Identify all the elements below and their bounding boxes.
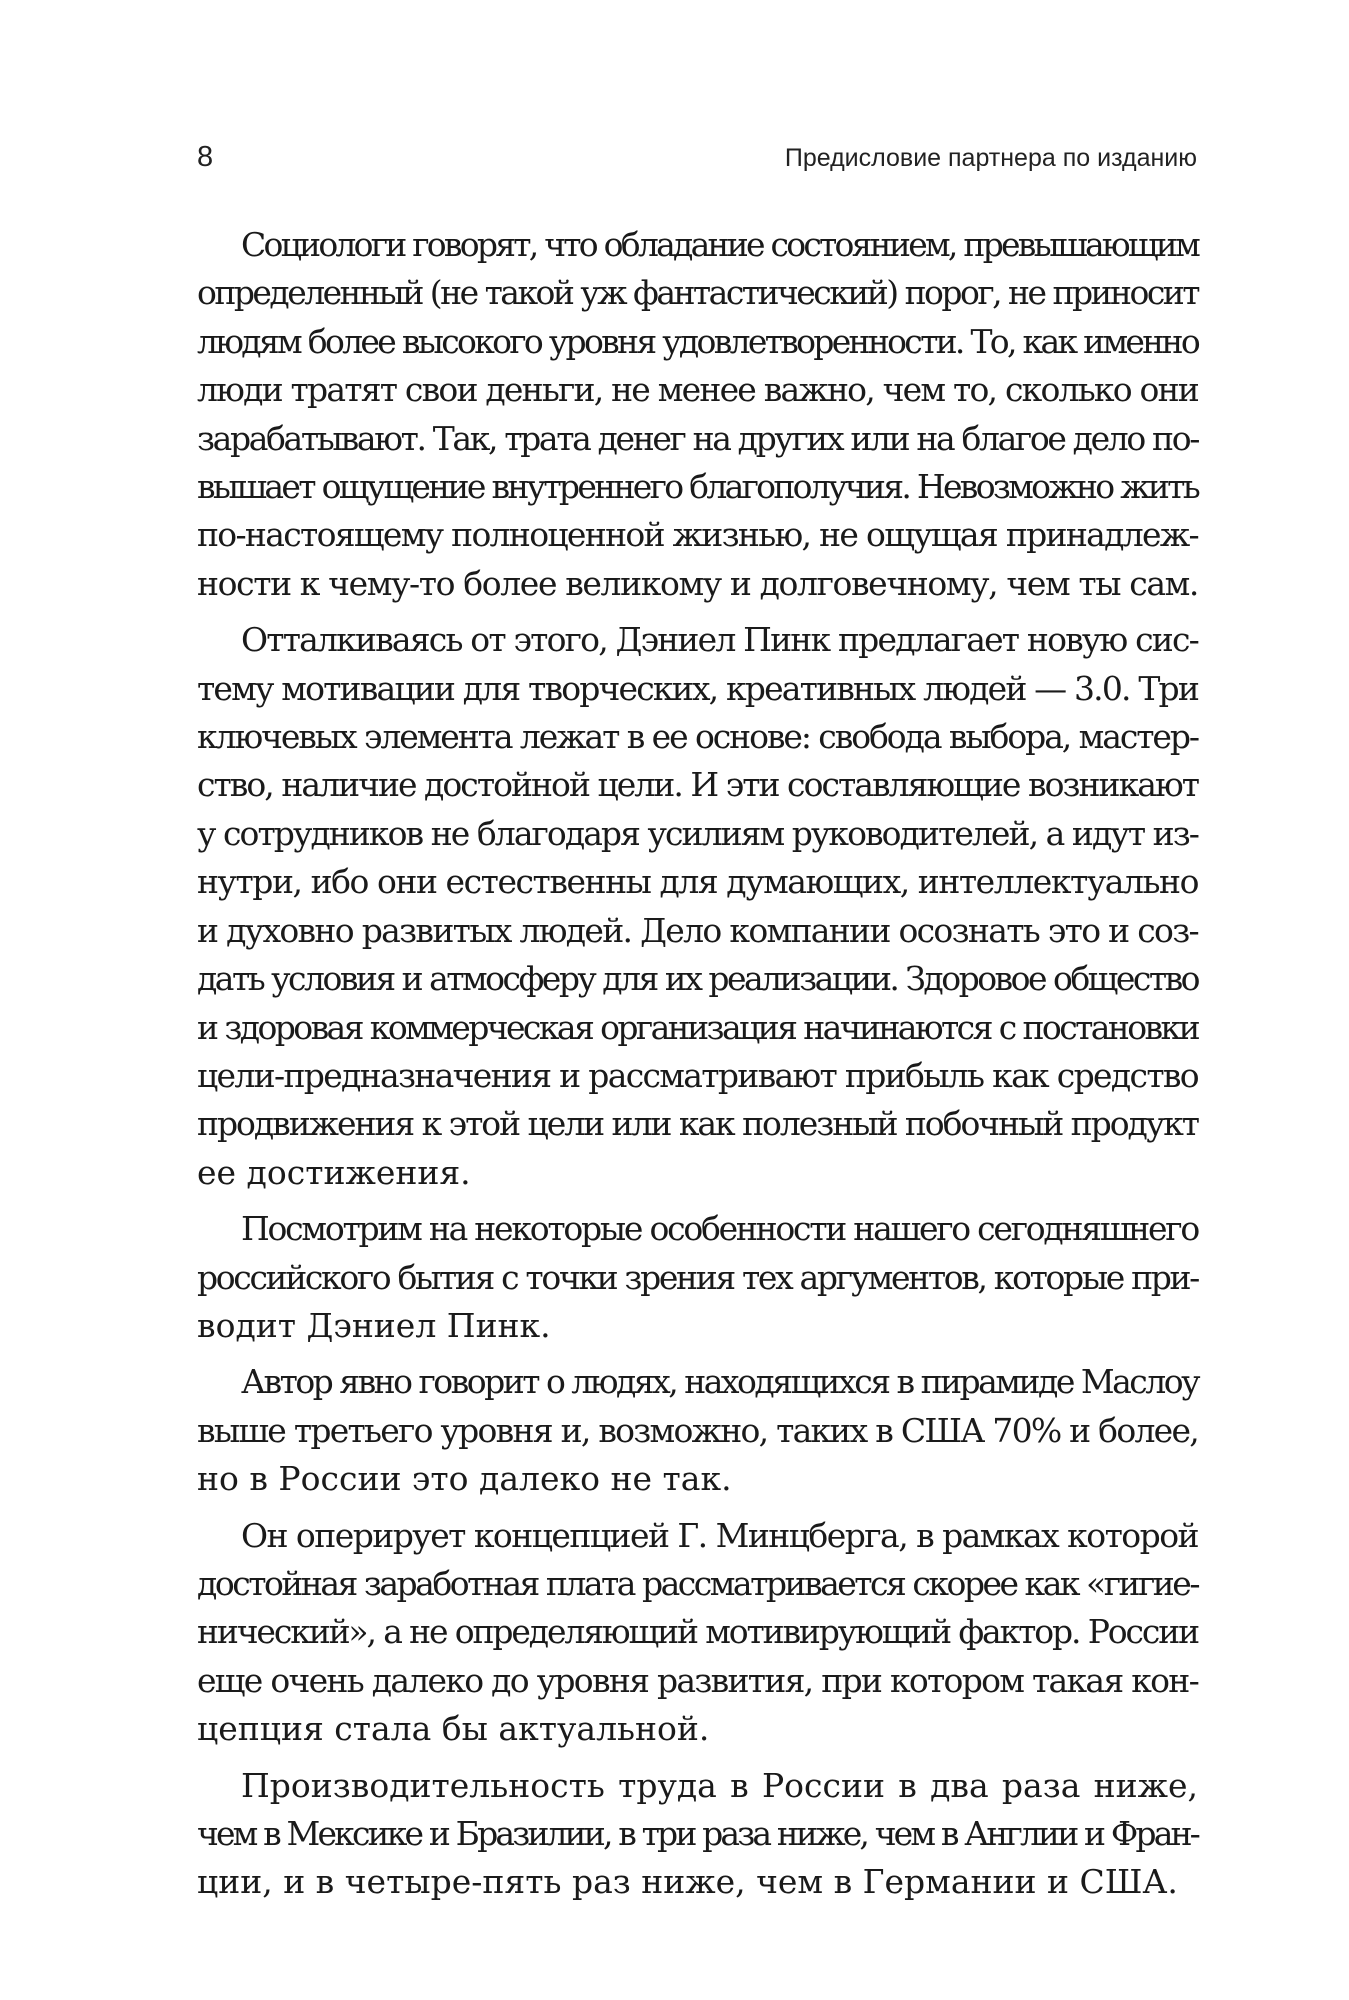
text-line: тему мотивации для творческих, креативных людей — 3.0. Три xyxy=(197,668,1198,708)
paragraph xyxy=(197,1762,1198,1907)
text-line: достойная заработная плата рассматривается скорее как «гигие- xyxy=(197,1563,1198,1603)
text-line: продвижения к этой цели или как полезный побочный продукт xyxy=(197,1104,1198,1144)
text-line: определенный (не такой уж фантастический) порог, не приносит xyxy=(197,273,1198,313)
text-line: ее достижения. xyxy=(197,1152,471,1192)
text-line: у сотрудников не благодаря усилиям руководителей, а идут из- xyxy=(197,813,1198,853)
text-line: ции, и в четыре-пять раз ниже, чем в Германии и США. xyxy=(197,1862,1178,1902)
text-line: цели-предназначения и рассматривают прибыль как средство xyxy=(197,1055,1198,1095)
text-line: вышает ощущение внутреннего благополучия. Невозможно жить xyxy=(197,467,1198,507)
text-line: ности к чему-то более великому и долговечному, чем ты сам. xyxy=(197,563,1199,603)
text-line: и здоровая коммерческая организация начинаются с постановки xyxy=(197,1007,1198,1047)
text-line: цепция стала бы актуальной. xyxy=(197,1709,710,1749)
body-text xyxy=(197,221,1198,1915)
text-line: но в России это далеко не так. xyxy=(197,1459,732,1499)
paragraph xyxy=(197,1205,1198,1350)
text-line: нутри, ибо они естественны для думающих, интеллектуально xyxy=(197,862,1198,902)
text-line: Автор явно говорит о людях, находящихся в пирамиде Маслоу xyxy=(241,1362,1198,1402)
text-line: ство, наличие достойной цели. И эти составляющие возникают xyxy=(197,765,1198,805)
text-line: водит Дэниел Пинк. xyxy=(197,1305,551,1345)
paragraph xyxy=(197,221,1198,608)
text-line: еще очень далеко до уровня развития, при котором такая кон- xyxy=(197,1660,1198,1700)
text-line: нический», а не определяющий мотивирующий фактор. России xyxy=(197,1612,1198,1652)
paragraph xyxy=(197,1512,1198,1754)
text-line: Посмотрим на некоторые особенности нашего сегодняшнего xyxy=(241,1209,1198,1249)
running-head-title: Предисловие партнера по изданию xyxy=(784,144,1197,172)
paragraph xyxy=(197,616,1198,1197)
text-line: выше третьего уровня и, возможно, таких в США 70% и более, xyxy=(197,1410,1198,1450)
paragraph xyxy=(197,1358,1198,1503)
text-line: российского бытия с точки зрения тех аргументов, которые при- xyxy=(197,1257,1198,1297)
text-line: люди тратят свои деньги, не менее важно, чем то, сколько они xyxy=(197,370,1198,410)
text-line: дать условия и атмосферу для их реализации. Здоровое общество xyxy=(197,959,1198,999)
text-line: и духовно развитых людей. Дело компании осознать это и соз- xyxy=(197,910,1198,950)
text-line: Социологи говорят, что обладание состоянием, превышающим xyxy=(241,225,1198,264)
text-line: Он оперирует концепцией Г. Минцберга, в рамках которой xyxy=(241,1515,1198,1555)
text-line: по-настоящему полноценной жизнью, не ощущая принадлеж- xyxy=(197,515,1198,555)
text-line: людям более высокого уровня удовлетворенности. То, как именно xyxy=(197,321,1198,361)
text-line: Отталкиваясь от этого, Дэниел Пинк предлагает новую сис- xyxy=(241,620,1198,660)
page-number: 8 xyxy=(197,141,214,173)
text-line: чем в Мексике и Бразилии, в три раза ниже, чем в Англии и Фран- xyxy=(197,1814,1198,1853)
text-line: ключевых элемента лежат в ее основе: свобода выбора, мастер- xyxy=(197,717,1198,757)
text-line: зарабатывают. Так, трата денег на других или на благое дело по- xyxy=(197,418,1198,458)
text-line: Производительность труда в России в два раза ниже, xyxy=(241,1765,1198,1805)
